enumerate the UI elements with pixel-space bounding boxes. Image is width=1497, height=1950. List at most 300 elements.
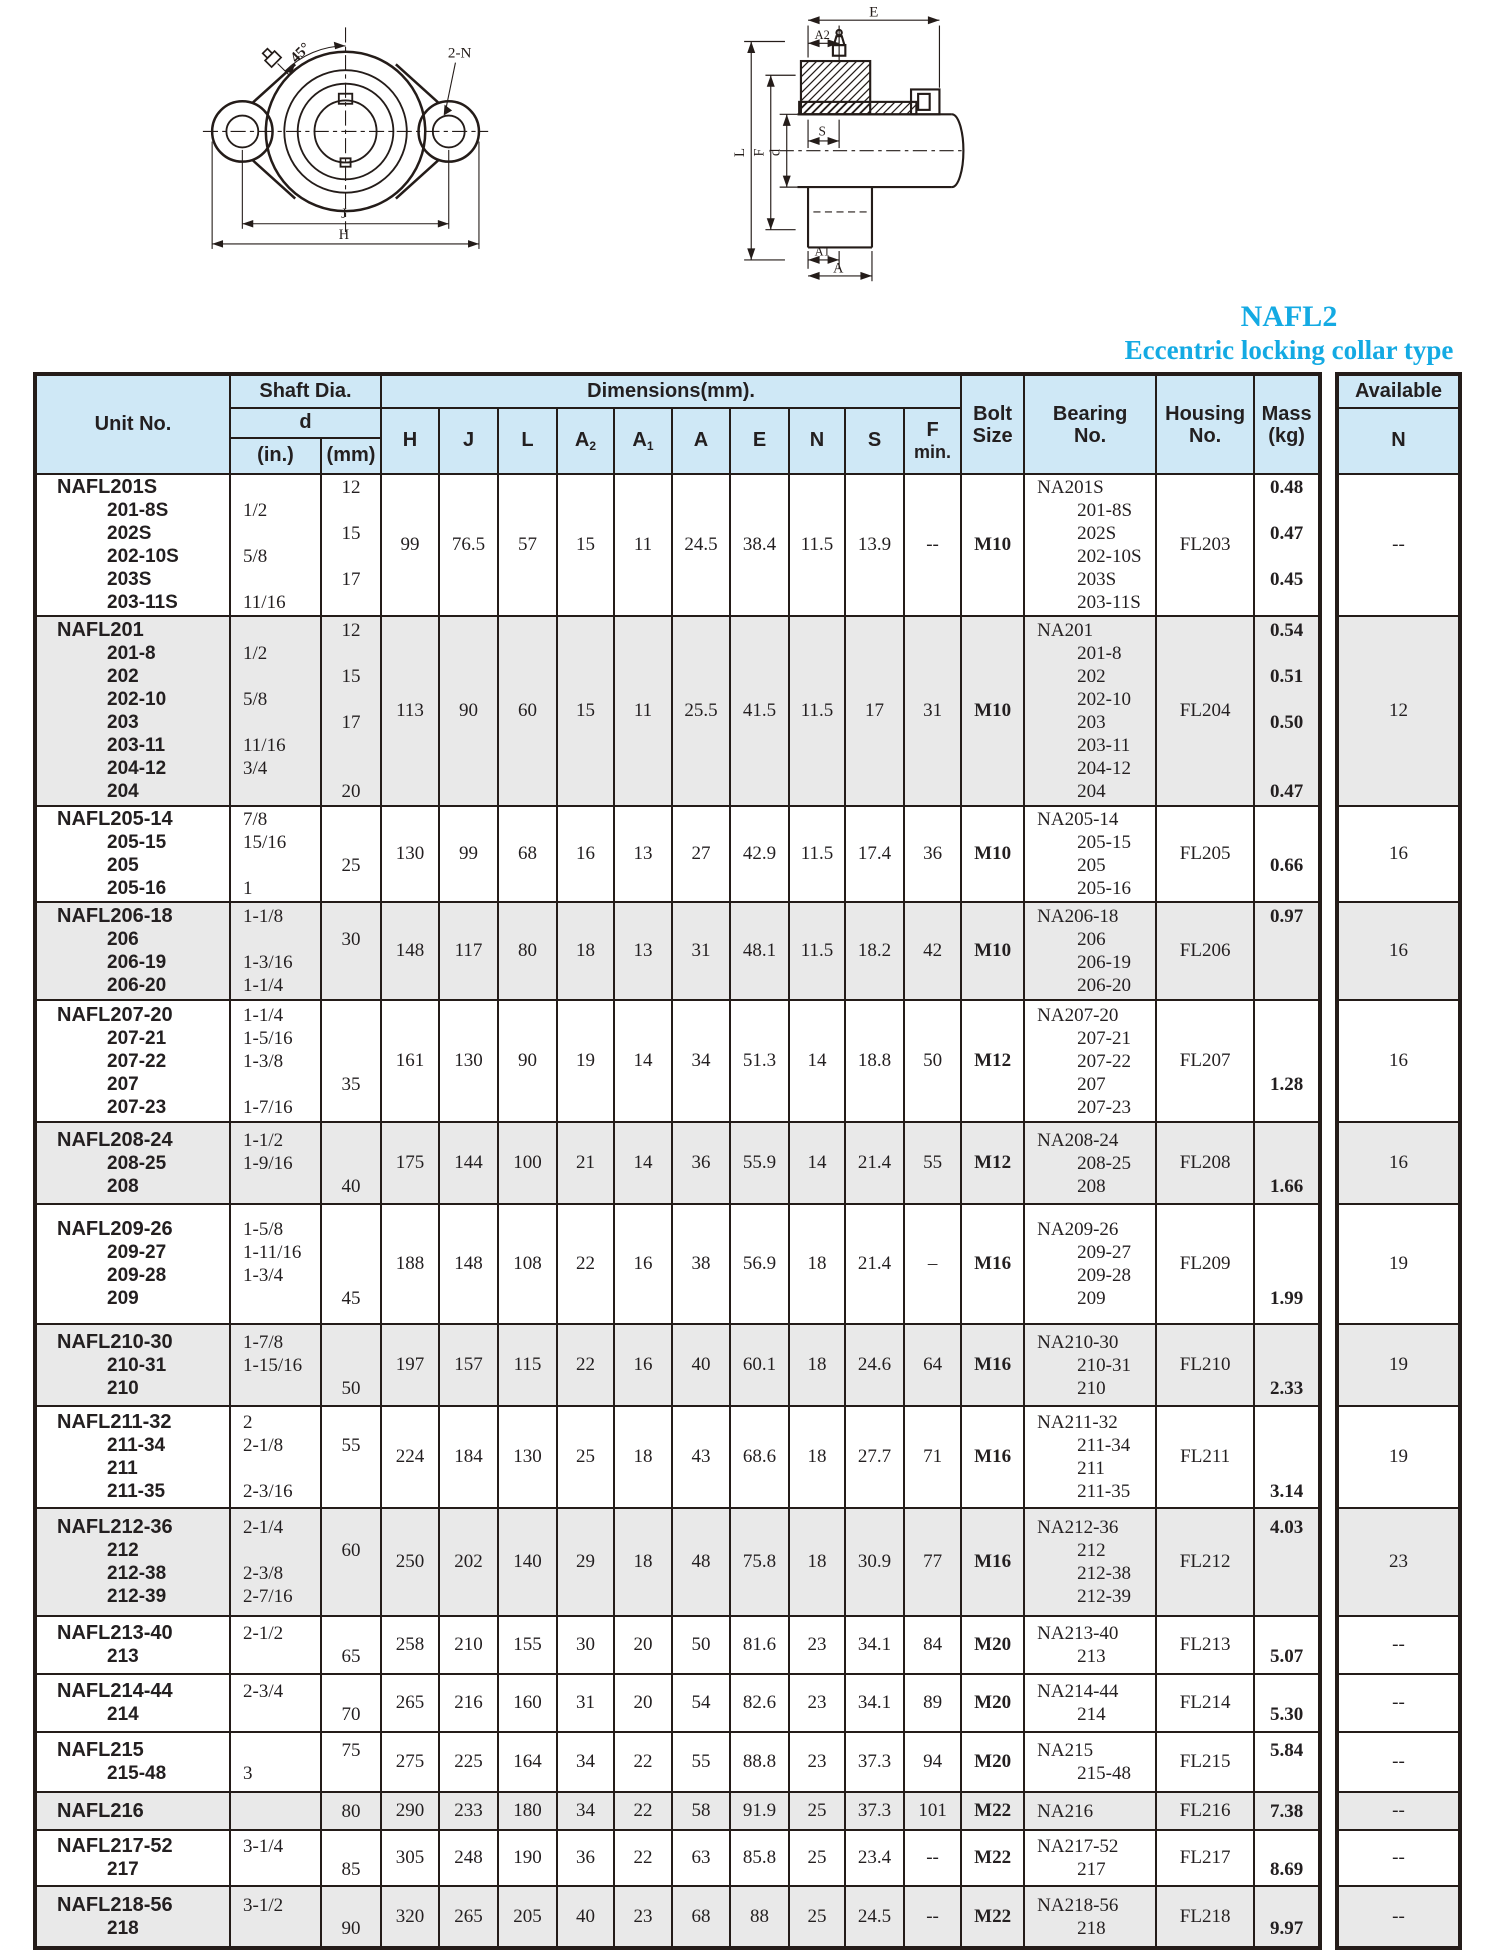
cell-dim-a1: 13 bbox=[614, 902, 672, 1000]
cell-housing-no: FL213 bbox=[1156, 1616, 1254, 1674]
cell-dim-a2: 30 bbox=[557, 1616, 614, 1674]
cell-dim-s: 37.3 bbox=[845, 1792, 904, 1830]
angle-label: 45° bbox=[287, 39, 314, 67]
cell-dim-l: 115 bbox=[498, 1324, 557, 1406]
cell-dim-j: 210 bbox=[439, 1616, 498, 1674]
cell-dim-h: 148 bbox=[381, 902, 439, 1000]
table-row bbox=[35, 1122, 1320, 1204]
cell-housing-no: FL211 bbox=[1156, 1406, 1254, 1508]
cell-dim-s: 34.1 bbox=[845, 1616, 904, 1674]
cell-dim-n: 18 bbox=[789, 1204, 845, 1324]
cell-shaft-dia-in: 1-1/2 1-9/16 bbox=[230, 1122, 321, 1204]
cell-available-n: 19 bbox=[1337, 1324, 1460, 1406]
available-row bbox=[1337, 1324, 1460, 1406]
cell-dim-j: 130 bbox=[439, 1000, 498, 1122]
table-row bbox=[35, 474, 1320, 616]
cell-bolt-size: M16 bbox=[961, 1508, 1024, 1616]
cell-mass: 1.28 bbox=[1254, 1000, 1320, 1122]
cell-dim-n: 11.5 bbox=[789, 806, 845, 902]
cell-dim-s: 23.4 bbox=[845, 1830, 904, 1886]
cell-dim-a1: 23 bbox=[614, 1886, 672, 1948]
cell-dim-a1: 14 bbox=[614, 1122, 672, 1204]
cell-bolt-size: M16 bbox=[961, 1324, 1024, 1406]
cell-bearing-no: NA208-24 208-25 208 bbox=[1024, 1122, 1156, 1204]
cell-dim-a: 63 bbox=[672, 1830, 730, 1886]
cell-dim-l: 80 bbox=[498, 902, 557, 1000]
cell-bearing-no: NA212-36 212 212-38 212-39 bbox=[1024, 1508, 1156, 1616]
cell-dim-a2: 25 bbox=[557, 1406, 614, 1508]
cell-dim-n: 23 bbox=[789, 1616, 845, 1674]
dim-a-label: A bbox=[833, 260, 844, 277]
cell-dim-a: 54 bbox=[672, 1674, 730, 1732]
dim-d-label: d bbox=[767, 148, 784, 157]
cell-shaft-dia-in: 2 2-1/8 2-3/16 bbox=[230, 1406, 321, 1508]
cell-dim-h: 275 bbox=[381, 1732, 439, 1792]
dim-a2-label: A2 bbox=[814, 27, 830, 42]
cell-mass: 1.66 bbox=[1254, 1122, 1320, 1204]
cell-bolt-size: M22 bbox=[961, 1830, 1024, 1886]
cell-housing-no: FL218 bbox=[1156, 1886, 1254, 1948]
cell-available-n: -- bbox=[1337, 1830, 1460, 1886]
cell-bearing-no: NA217-52 217 bbox=[1024, 1830, 1156, 1886]
col-header-bolt-size: Bolt Size bbox=[961, 374, 1024, 474]
cell-unit-no: NAFL206-18 206 206-19 206-20 bbox=[35, 902, 230, 1000]
cell-shaft-dia-mm: 85 bbox=[321, 1830, 381, 1886]
cell-dim-a1: 20 bbox=[614, 1674, 672, 1732]
cell-dim-a: 40 bbox=[672, 1324, 730, 1406]
cell-housing-no: FL207 bbox=[1156, 1000, 1254, 1122]
table-row bbox=[35, 616, 1320, 806]
bolt-count-label: 2-N bbox=[447, 45, 472, 62]
cell-shaft-dia-mm: 55 bbox=[321, 1406, 381, 1508]
cell-dim-a1: 22 bbox=[614, 1732, 672, 1792]
cell-dim-a: 34 bbox=[672, 1000, 730, 1122]
available-row bbox=[1337, 806, 1460, 902]
cell-dim-e: 88 bbox=[730, 1886, 789, 1948]
cell-dim-h: 265 bbox=[381, 1674, 439, 1732]
cell-mass: 9.97 bbox=[1254, 1886, 1320, 1948]
cell-housing-no: FL217 bbox=[1156, 1830, 1254, 1886]
cell-dim-j: 76.5 bbox=[439, 474, 498, 616]
table-row bbox=[35, 1406, 1320, 1508]
cell-bolt-size: M20 bbox=[961, 1616, 1024, 1674]
cell-available-n: -- bbox=[1337, 1792, 1460, 1830]
col-header-housing-no: Housing No. bbox=[1156, 374, 1254, 474]
cell-bolt-size: M16 bbox=[961, 1406, 1024, 1508]
cell-dim-s: 30.9 bbox=[845, 1508, 904, 1616]
available-row bbox=[1337, 1830, 1460, 1886]
cell-mass: 4.03 bbox=[1254, 1508, 1320, 1616]
cell-shaft-dia-in: 3-1/4 bbox=[230, 1830, 321, 1886]
dim-h-label: H bbox=[338, 226, 350, 243]
cell-bearing-no: NA210-30 210-31 210 bbox=[1024, 1324, 1156, 1406]
cell-housing-no: FL214 bbox=[1156, 1674, 1254, 1732]
cell-dim-h: 99 bbox=[381, 474, 439, 616]
cell-shaft-dia-in bbox=[230, 1792, 321, 1830]
cell-dim-h: 113 bbox=[381, 616, 439, 806]
cell-shaft-dia-in: 1-1/8 1-3/16 1-1/4 bbox=[230, 902, 321, 1000]
cell-dim-l: 108 bbox=[498, 1204, 557, 1324]
cell-dim-s: 27.7 bbox=[845, 1406, 904, 1508]
cell-dim-a: 50 bbox=[672, 1616, 730, 1674]
available-row bbox=[1337, 1792, 1460, 1830]
cell-dim-a2: 16 bbox=[557, 806, 614, 902]
cell-bearing-no: NA201 201-8 202 202-10 203 203-11 204-12 204 bbox=[1024, 616, 1156, 806]
available-row bbox=[1337, 1732, 1460, 1792]
cell-unit-no: NAFL201S 201-8S 202S 202-10S 203S 203-11S bbox=[35, 474, 230, 616]
cell-shaft-dia-in: 3 bbox=[230, 1732, 321, 1792]
cell-dim-a: 48 bbox=[672, 1508, 730, 1616]
cell-dim-h: 320 bbox=[381, 1886, 439, 1948]
cell-dim-j: 144 bbox=[439, 1122, 498, 1204]
cell-dim-s: 37.3 bbox=[845, 1732, 904, 1792]
cell-dim-n: 11.5 bbox=[789, 616, 845, 806]
cell-dim-f: 89 bbox=[904, 1674, 961, 1732]
cell-dim-j: 248 bbox=[439, 1830, 498, 1886]
available-row bbox=[1337, 1204, 1460, 1324]
cell-bolt-size: M16 bbox=[961, 1204, 1024, 1324]
cell-mass: 0.48 0.47 0.45 bbox=[1254, 474, 1320, 616]
available-row bbox=[1337, 1406, 1460, 1508]
available-row bbox=[1337, 1674, 1460, 1732]
cell-dim-a: 43 bbox=[672, 1406, 730, 1508]
cell-shaft-dia-mm: 60 bbox=[321, 1508, 381, 1616]
cell-unit-no: NAFL205-14 205-15 205 205-16 bbox=[35, 806, 230, 902]
cell-dim-j: 99 bbox=[439, 806, 498, 902]
cell-unit-no: NAFL211-32 211-34 211 211-35 bbox=[35, 1406, 230, 1508]
dim-f-label: F bbox=[751, 148, 768, 157]
dim-s-label: S bbox=[818, 123, 826, 139]
cell-dim-e: 68.6 bbox=[730, 1406, 789, 1508]
cell-dim-f: 71 bbox=[904, 1406, 961, 1508]
cell-dim-a1: 13 bbox=[614, 806, 672, 902]
dim-j-label: J bbox=[341, 205, 347, 222]
cell-shaft-dia-mm: 50 bbox=[321, 1324, 381, 1406]
cell-shaft-dia-mm: 45 bbox=[321, 1204, 381, 1324]
cell-bolt-size: M22 bbox=[961, 1792, 1024, 1830]
cell-dim-j: 117 bbox=[439, 902, 498, 1000]
available-row bbox=[1337, 1000, 1460, 1122]
cell-dim-l: 90 bbox=[498, 1000, 557, 1122]
available-row bbox=[1337, 1122, 1460, 1204]
cell-housing-no: FL215 bbox=[1156, 1732, 1254, 1792]
cell-dim-e: 41.5 bbox=[730, 616, 789, 806]
cell-dim-f: 84 bbox=[904, 1616, 961, 1674]
col-header-bearing-no: Bearing No. bbox=[1024, 374, 1156, 474]
cell-housing-no: FL203 bbox=[1156, 474, 1254, 616]
flange-front-view-drawing bbox=[196, 14, 532, 259]
cell-unit-no: NAFL209-26 209-27 209-28 209 bbox=[35, 1204, 230, 1324]
cell-dim-h: 250 bbox=[381, 1508, 439, 1616]
table-row bbox=[35, 1508, 1320, 1616]
cell-available-n: -- bbox=[1337, 474, 1460, 616]
cell-dim-j: 157 bbox=[439, 1324, 498, 1406]
cell-dim-a2: 21 bbox=[557, 1122, 614, 1204]
cell-available-n: 23 bbox=[1337, 1508, 1460, 1616]
cell-dim-s: 24.6 bbox=[845, 1324, 904, 1406]
section-view-drawing bbox=[728, 6, 968, 283]
cell-shaft-dia-in: 1-1/4 1-5/16 1-3/8 1-7/16 bbox=[230, 1000, 321, 1122]
available-header: Available bbox=[1337, 374, 1460, 408]
cell-shaft-dia-mm: 75 bbox=[321, 1732, 381, 1792]
cell-dim-l: 140 bbox=[498, 1508, 557, 1616]
cell-dim-f: 94 bbox=[904, 1732, 961, 1792]
cell-shaft-dia-mm: 12 15 17 20 bbox=[321, 616, 381, 806]
cell-available-n: 16 bbox=[1337, 1122, 1460, 1204]
cell-mass: 2.33 bbox=[1254, 1324, 1320, 1406]
cell-dim-f: -- bbox=[904, 474, 961, 616]
series-title bbox=[1088, 300, 1490, 366]
dim-l-label: L bbox=[732, 147, 749, 158]
cell-mass: 3.14 bbox=[1254, 1406, 1320, 1508]
cell-bearing-no: NA207-20 207-21 207-22 207 207-23 bbox=[1024, 1000, 1156, 1122]
cell-dim-a: 68 bbox=[672, 1886, 730, 1948]
cell-dim-a2: 15 bbox=[557, 474, 614, 616]
cell-available-n: -- bbox=[1337, 1886, 1460, 1948]
dim-a1-label: A1 bbox=[814, 244, 830, 259]
cell-available-n: 16 bbox=[1337, 806, 1460, 902]
cell-dim-h: 130 bbox=[381, 806, 439, 902]
cell-shaft-dia-in: 1/2 5/8 11/16 bbox=[230, 474, 321, 616]
cell-bearing-no: NA216 bbox=[1024, 1792, 1156, 1830]
cell-dim-a2: 29 bbox=[557, 1508, 614, 1616]
available-row bbox=[1337, 1508, 1460, 1616]
col-header-dim-f: F min. bbox=[904, 408, 961, 474]
cell-bearing-no: NA206-18 206 206-19 206-20 bbox=[1024, 902, 1156, 1000]
cell-bolt-size: M10 bbox=[961, 474, 1024, 616]
table-row bbox=[35, 1830, 1320, 1886]
cell-mass: 7.38 bbox=[1254, 1792, 1320, 1830]
cell-dim-j: 184 bbox=[439, 1406, 498, 1508]
cell-dim-j: 233 bbox=[439, 1792, 498, 1830]
available-row bbox=[1337, 902, 1460, 1000]
cell-dim-s: 18.8 bbox=[845, 1000, 904, 1122]
cell-dim-h: 258 bbox=[381, 1616, 439, 1674]
cell-dim-l: 190 bbox=[498, 1830, 557, 1886]
col-header-unit-no: Unit No. bbox=[35, 374, 230, 474]
cell-dim-n: 18 bbox=[789, 1324, 845, 1406]
cell-shaft-dia-in: 1-5/8 1-11/16 1-3/4 bbox=[230, 1204, 321, 1324]
cell-dim-l: 100 bbox=[498, 1122, 557, 1204]
cell-dim-j: 202 bbox=[439, 1508, 498, 1616]
col-header-dim-s: S bbox=[845, 408, 904, 474]
col-header-dim-h: H bbox=[381, 408, 439, 474]
cell-bearing-no: NA209-26 209-27 209-28 209 bbox=[1024, 1204, 1156, 1324]
cell-dim-f: 36 bbox=[904, 806, 961, 902]
col-header-shaft-dia: Shaft Dia. bbox=[230, 374, 381, 408]
col-header-dim-l: L bbox=[498, 408, 557, 474]
cell-mass: 5.30 bbox=[1254, 1674, 1320, 1732]
series-description: Eccentric locking collar type bbox=[1124, 334, 1454, 365]
cell-bolt-size: M20 bbox=[961, 1732, 1024, 1792]
cell-bearing-no: NA205-14 205-15 205 205-16 bbox=[1024, 806, 1156, 902]
section-outline bbox=[797, 27, 963, 248]
table-row bbox=[35, 1000, 1320, 1122]
cell-available-n: -- bbox=[1337, 1616, 1460, 1674]
cell-dim-a2: 22 bbox=[557, 1324, 614, 1406]
cell-dim-f: 64 bbox=[904, 1324, 961, 1406]
cell-shaft-dia-mm: 65 bbox=[321, 1616, 381, 1674]
table-row bbox=[35, 1792, 1320, 1830]
cell-dim-j: 225 bbox=[439, 1732, 498, 1792]
cell-dim-f: – bbox=[904, 1204, 961, 1324]
cell-bearing-no: NA218-56 218 bbox=[1024, 1886, 1156, 1948]
cell-dim-l: 60 bbox=[498, 616, 557, 806]
cell-dim-l: 180 bbox=[498, 1792, 557, 1830]
cell-unit-no: NAFL216 bbox=[35, 1792, 230, 1830]
cell-dim-a2: 19 bbox=[557, 1000, 614, 1122]
available-col-n: N bbox=[1337, 408, 1460, 474]
cell-dim-a2: 40 bbox=[557, 1886, 614, 1948]
cell-dim-a2: 18 bbox=[557, 902, 614, 1000]
cell-mass: 0.97 bbox=[1254, 902, 1320, 1000]
cell-housing-no: FL209 bbox=[1156, 1204, 1254, 1324]
cell-dim-a: 25.5 bbox=[672, 616, 730, 806]
table-row bbox=[35, 1674, 1320, 1732]
cell-dim-e: 85.8 bbox=[730, 1830, 789, 1886]
cell-unit-no: NAFL201 201-8 202 202-10 203 203-11 204-12 204 bbox=[35, 616, 230, 806]
table-row bbox=[35, 902, 1320, 1000]
cell-dim-h: 197 bbox=[381, 1324, 439, 1406]
cell-dim-n: 25 bbox=[789, 1886, 845, 1948]
cell-dim-s: 18.2 bbox=[845, 902, 904, 1000]
table-row bbox=[35, 1324, 1320, 1406]
cell-dim-s: 21.4 bbox=[845, 1204, 904, 1324]
cell-dim-e: 48.1 bbox=[730, 902, 789, 1000]
cell-shaft-dia-in: 7/8 15/16 1 bbox=[230, 806, 321, 902]
cell-dim-a1: 11 bbox=[614, 474, 672, 616]
cell-dim-a1: 20 bbox=[614, 1616, 672, 1674]
spec-table bbox=[33, 372, 1322, 1950]
cell-dim-a2: 34 bbox=[557, 1732, 614, 1792]
cell-dim-a1: 22 bbox=[614, 1830, 672, 1886]
col-header-dim-j: J bbox=[439, 408, 498, 474]
cell-dim-f: 42 bbox=[904, 902, 961, 1000]
cell-housing-no: FL206 bbox=[1156, 902, 1254, 1000]
col-header-dim-a: A bbox=[672, 408, 730, 474]
cell-bearing-no: NA215 215-48 bbox=[1024, 1732, 1156, 1792]
cell-dim-n: 14 bbox=[789, 1122, 845, 1204]
cell-dim-f: 50 bbox=[904, 1000, 961, 1122]
cell-dim-n: 11.5 bbox=[789, 902, 845, 1000]
cell-bolt-size: M12 bbox=[961, 1122, 1024, 1204]
cell-dim-e: 56.9 bbox=[730, 1204, 789, 1324]
cell-dim-e: 88.8 bbox=[730, 1732, 789, 1792]
cell-unit-no: NAFL217-52 217 bbox=[35, 1830, 230, 1886]
cell-dim-a: 38 bbox=[672, 1204, 730, 1324]
col-header-dim-a2: $A_2$ bbox=[557, 408, 614, 474]
cell-dim-h: 161 bbox=[381, 1000, 439, 1122]
cell-unit-no: NAFL214-44 214 bbox=[35, 1674, 230, 1732]
cell-shaft-dia-in: 2-3/4 bbox=[230, 1674, 321, 1732]
cell-dim-a: 58 bbox=[672, 1792, 730, 1830]
cell-bearing-no: NA213-40 213 bbox=[1024, 1616, 1156, 1674]
cell-dim-n: 14 bbox=[789, 1000, 845, 1122]
cell-housing-no: FL204 bbox=[1156, 616, 1254, 806]
cell-dim-n: 23 bbox=[789, 1674, 845, 1732]
cell-dim-j: 90 bbox=[439, 616, 498, 806]
cell-shaft-dia-in: 3-1/2 bbox=[230, 1886, 321, 1948]
cell-mass: 8.69 bbox=[1254, 1830, 1320, 1886]
cell-mass: 1.99 bbox=[1254, 1204, 1320, 1324]
cell-bearing-no: NA211-32 211-34 211 211-35 bbox=[1024, 1406, 1156, 1508]
cell-housing-no: FL208 bbox=[1156, 1122, 1254, 1204]
cell-bolt-size: M12 bbox=[961, 1000, 1024, 1122]
cell-dim-e: 38.4 bbox=[730, 474, 789, 616]
table-row bbox=[35, 1204, 1320, 1324]
cell-unit-no: NAFL208-24 208-25 208 bbox=[35, 1122, 230, 1204]
cell-dim-a2: 15 bbox=[557, 616, 614, 806]
cell-bolt-size: M10 bbox=[961, 616, 1024, 806]
cell-shaft-dia-in: 1-7/8 1-15/16 bbox=[230, 1324, 321, 1406]
cell-dim-l: 160 bbox=[498, 1674, 557, 1732]
available-row bbox=[1337, 1886, 1460, 1948]
cell-bolt-size: M10 bbox=[961, 902, 1024, 1000]
cell-dim-l: 164 bbox=[498, 1732, 557, 1792]
cell-dim-s: 21.4 bbox=[845, 1122, 904, 1204]
cell-bearing-no: NA214-44 214 bbox=[1024, 1674, 1156, 1732]
cell-shaft-dia-in: 1/2 5/8 11/16 3/4 bbox=[230, 616, 321, 806]
available-table bbox=[1335, 372, 1462, 1950]
cell-dim-a1: 14 bbox=[614, 1000, 672, 1122]
cell-dim-a2: 36 bbox=[557, 1830, 614, 1886]
cell-dim-a2: 22 bbox=[557, 1204, 614, 1324]
available-row bbox=[1337, 1616, 1460, 1674]
col-header-dim-n: N bbox=[789, 408, 845, 474]
cell-dim-h: 188 bbox=[381, 1204, 439, 1324]
cell-unit-no: NAFL215 215-48 bbox=[35, 1732, 230, 1792]
col-header-d: d bbox=[230, 408, 381, 438]
cell-dim-a: 24.5 bbox=[672, 474, 730, 616]
dim-e-label: E bbox=[869, 6, 879, 21]
cell-dim-h: 224 bbox=[381, 1406, 439, 1508]
cell-dim-e: 82.6 bbox=[730, 1674, 789, 1732]
cell-dim-n: 25 bbox=[789, 1792, 845, 1830]
cell-mass: 0.54 0.51 0.50 0.47 bbox=[1254, 616, 1320, 806]
cell-dim-s: 24.5 bbox=[845, 1886, 904, 1948]
available-row bbox=[1337, 616, 1460, 806]
cell-bolt-size: M20 bbox=[961, 1674, 1024, 1732]
cell-dim-j: 265 bbox=[439, 1886, 498, 1948]
cell-dim-a1: 11 bbox=[614, 616, 672, 806]
cell-housing-no: FL212 bbox=[1156, 1508, 1254, 1616]
cell-dim-f: 55 bbox=[904, 1122, 961, 1204]
cell-dim-a1: 18 bbox=[614, 1406, 672, 1508]
cell-dim-a: 55 bbox=[672, 1732, 730, 1792]
cell-dim-a2: 34 bbox=[557, 1792, 614, 1830]
cell-shaft-dia-in: 2-1/4 2-3/8 2-7/16 bbox=[230, 1508, 321, 1616]
cell-bolt-size: M22 bbox=[961, 1886, 1024, 1948]
cell-dim-n: 25 bbox=[789, 1830, 845, 1886]
cell-available-n: -- bbox=[1337, 1674, 1460, 1732]
cell-unit-no: NAFL218-56 218 bbox=[35, 1886, 230, 1948]
cell-dim-h: 175 bbox=[381, 1122, 439, 1204]
cell-dim-a1: 16 bbox=[614, 1324, 672, 1406]
cell-dim-n: 11.5 bbox=[789, 474, 845, 616]
cell-dim-a2: 31 bbox=[557, 1674, 614, 1732]
cell-dim-f: 31 bbox=[904, 616, 961, 806]
cell-dim-a1: 16 bbox=[614, 1204, 672, 1324]
cell-shaft-dia-mm: 30 bbox=[321, 902, 381, 1000]
cell-dim-n: 18 bbox=[789, 1508, 845, 1616]
cell-mass: 0.66 bbox=[1254, 806, 1320, 902]
cell-available-n: 12 bbox=[1337, 616, 1460, 806]
cell-dim-e: 91.9 bbox=[730, 1792, 789, 1830]
cell-dim-a1: 22 bbox=[614, 1792, 672, 1830]
cell-housing-no: FL210 bbox=[1156, 1324, 1254, 1406]
cell-dim-n: 18 bbox=[789, 1406, 845, 1508]
cell-unit-no: NAFL212-36 212 212-38 212-39 bbox=[35, 1508, 230, 1616]
